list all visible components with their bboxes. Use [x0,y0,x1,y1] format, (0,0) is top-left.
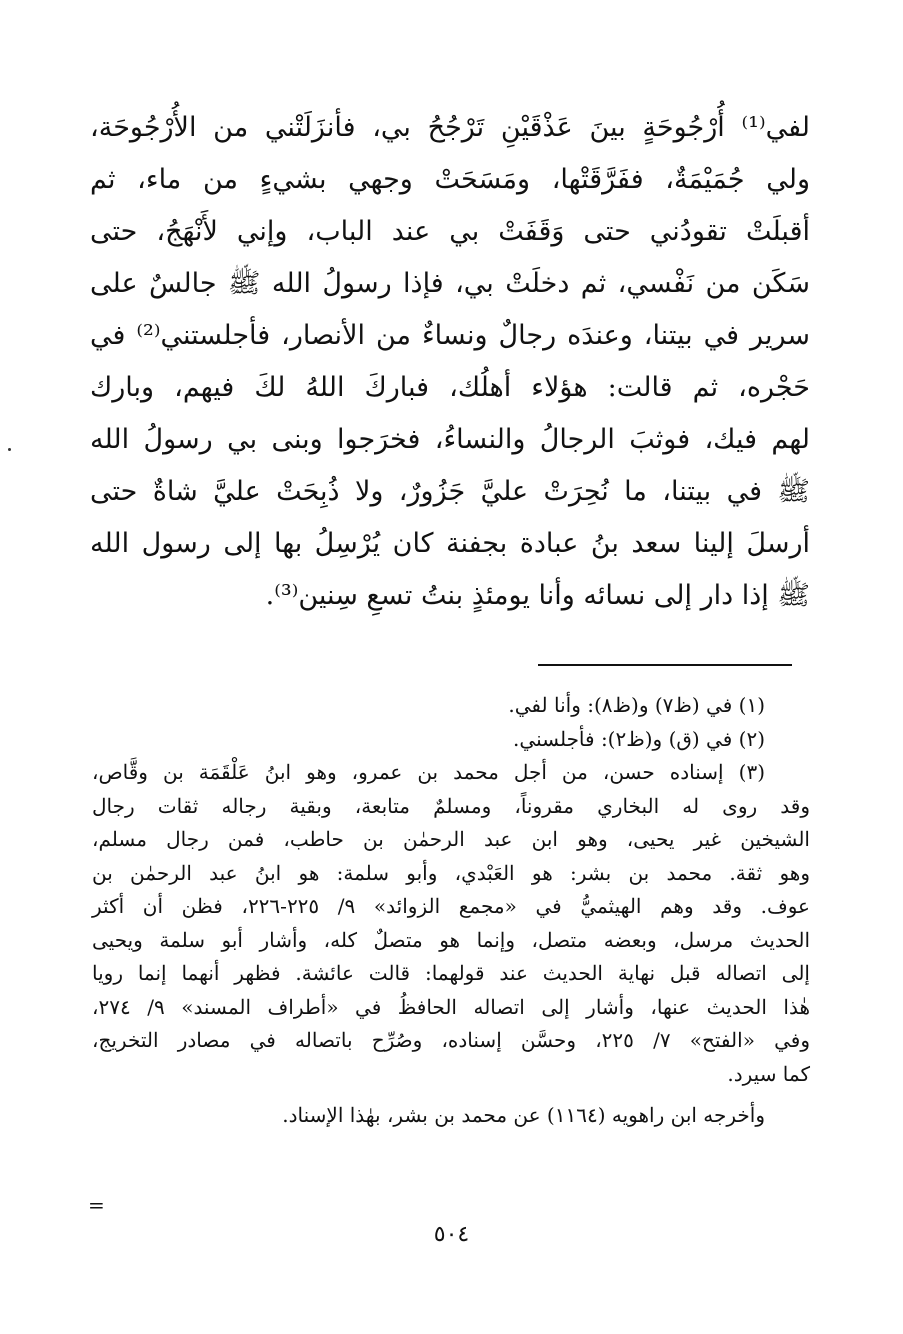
footnote-3-line: عوف. وقد وهم الهيثميُّ في «مجمع الزوائد» ٩/ ٢٢٥-٢٢٦، فظن أن أكثر [92,894,810,918]
main-text-line: لهم فيك، فوثبَ الرجالُ والنساءُ، فخرَجوا وبنى بي رسولُ الله [90,424,810,455]
footnote-3-line: وقد روى له البخاري مقروناً، ومسلمٌ متابعة، وبقية رجاله ثقات رجال [92,793,810,818]
footnote-3-line: هٰذا الحديث عنها، وأشار إلى اتصاله الحافظُ في «أطراف المسند» ٩/ ٢٧٤، [92,994,810,1019]
footnote-3-line: الحديث مرسل، وبعضه متصل، وإنما هو متصلٌ كله، وأشار أبو سلمة ويحيى [92,927,810,952]
footnote-2: (٢) في (ق) و(ظ٢): فأجلسني. [513,726,765,751]
main-text-block [90,102,810,622]
footnotes-block [92,689,810,1133]
main-text-line: ﷺ إذا دار إلى نسائه وأنا يومئذٍ بنتُ تسعِ سِنين⁽³⁾. [265,580,810,611]
footnote-separator [538,664,792,666]
footnote-1: (١) في (ظ٧) و(ظ٨): وأنا لفي. [508,693,765,717]
footnote-3-line: وفي «الفتح» ٧/ ٢٢٥، وحسَّن إسناده، وصُرِّح باتصاله في مصادر التخريج، [92,1028,810,1052]
main-text-line: لفي⁽¹⁾ أُرْجُوحَةٍ بينَ عَذْقَيْنِ تَرْجُحُ بي، فأنزَلَتْني من الأُرْجُوحَة، [90,112,810,143]
footnote-3-line: إلى اتصاله قبل نهاية الحديث عند قولهما: قالت عائشة. فظهر أنهما إنما رويا [92,961,810,985]
main-text-line: ﷺ في بيتنا، ما نُحِرَتْ عليَّ جَزُورٌ، ولا ذُبِحَتْ عليَّ شاةٌ حتى [90,476,810,507]
footnote-3-line: وهو ثقة. محمد بن بشر: هو العَبْدي، وأبو سلمة: هو ابنُ عبد الرحمٰن بن [92,860,810,885]
footnote-3-line: (٣) إسناده حسن، من أجل محمد بن عمرو، وهو ابنُ عَلْقَمَة بن وقَّاص، [92,760,765,784]
main-text-line: سرير في بيتنا، وعندَه رجالٌ ونساءٌ من الأنصار، فأجلستني⁽²⁾ في [90,320,810,351]
main-text-line: حَجْره، ثم قالت: هؤلاء أهلُك، فباركَ اللهُ لكَ فيهم، وبارك [90,372,810,403]
main-text-line: أرسلَ إلينا سعد بنُ عبادة بجفنة كان يُرْسِلُ بها إلى رسول الله [90,528,810,559]
main-text-line: سَكَن من نَفْسي، ثم دخلَتْ بي، فإذا رسولُ الله ﷺ جالسٌ على [90,268,810,299]
main-text-line: ولي جُمَيْمَةٌ، ففَرَّقَتْها، ومَسَحَتْ وجهي بشيءٍ من ماء، ثم [90,164,810,195]
scan-edge-mark [8,448,11,451]
page-number: ٥٠٤ [433,1222,470,1247]
footnote-3-line: كما سيرد. [727,1061,810,1086]
main-text-line: أقبلَتْ تقودُني حتى وَقَفَتْ بي عند الباب، وإني لأَنْهَجُ، حتى [90,216,810,247]
footnote-3-continuation: وأخرجه ابن راهويه (١١٦٤) عن محمد بن بشر، بهٰذا الإسناد. [282,1103,765,1127]
continuation-mark: = [88,1193,105,1217]
footnote-3-line: الشيخين غير يحيى، وهو ابن عبد الرحمٰن بن حاطب، فمن رجال مسلم، [92,827,810,851]
